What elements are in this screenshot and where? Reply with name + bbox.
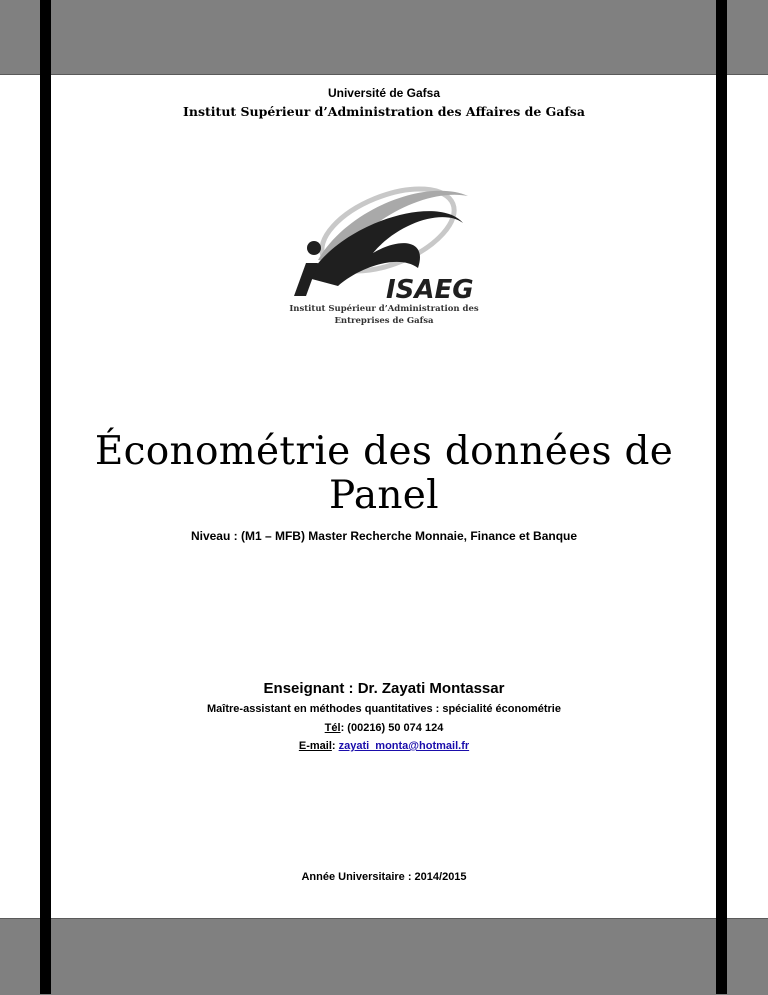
course-title [0,430,768,518]
course-level: Niveau : (M1 – MFB) Master Recherche Monnaie, Finance et Banque [190,529,578,543]
bottom-band [0,918,768,995]
university-name: Université de Gafsa [327,86,441,100]
academic-year: Année Universitaire : 2014/2015 [301,871,467,883]
teacher-position: Maître-assistant en méthodes quantitatives : spécialité économétrie [207,703,561,715]
teacher-phone [0,722,768,734]
email-separator: : [331,740,339,752]
logo-acronym: ISAEG [386,275,474,305]
phone-value: : (00216) 50 074 124 [340,722,444,734]
isaeg-logo [278,168,490,343]
teacher-email [0,740,768,752]
email-link[interactable]: zayati_monta@hotmail.fr [338,740,470,752]
top-band [0,0,768,75]
logo-subtitle-line2: Entreprises de Gafsa [334,316,434,326]
logo-i-dot [307,241,321,255]
institute-name: Institut Supérieur d’Administration des Affaires de Gafsa [183,104,585,119]
phone-label: Tél [324,722,341,734]
course-title-line1: Économétrie des données de [94,429,674,474]
course-title-line2: Panel [329,473,439,518]
email-label: E-mail [298,740,332,752]
logo-subtitle-line1: Institut Supérieur d’Administration des [289,304,479,314]
teacher-heading: Enseignant : Dr. Zayati Montassar [263,680,505,697]
